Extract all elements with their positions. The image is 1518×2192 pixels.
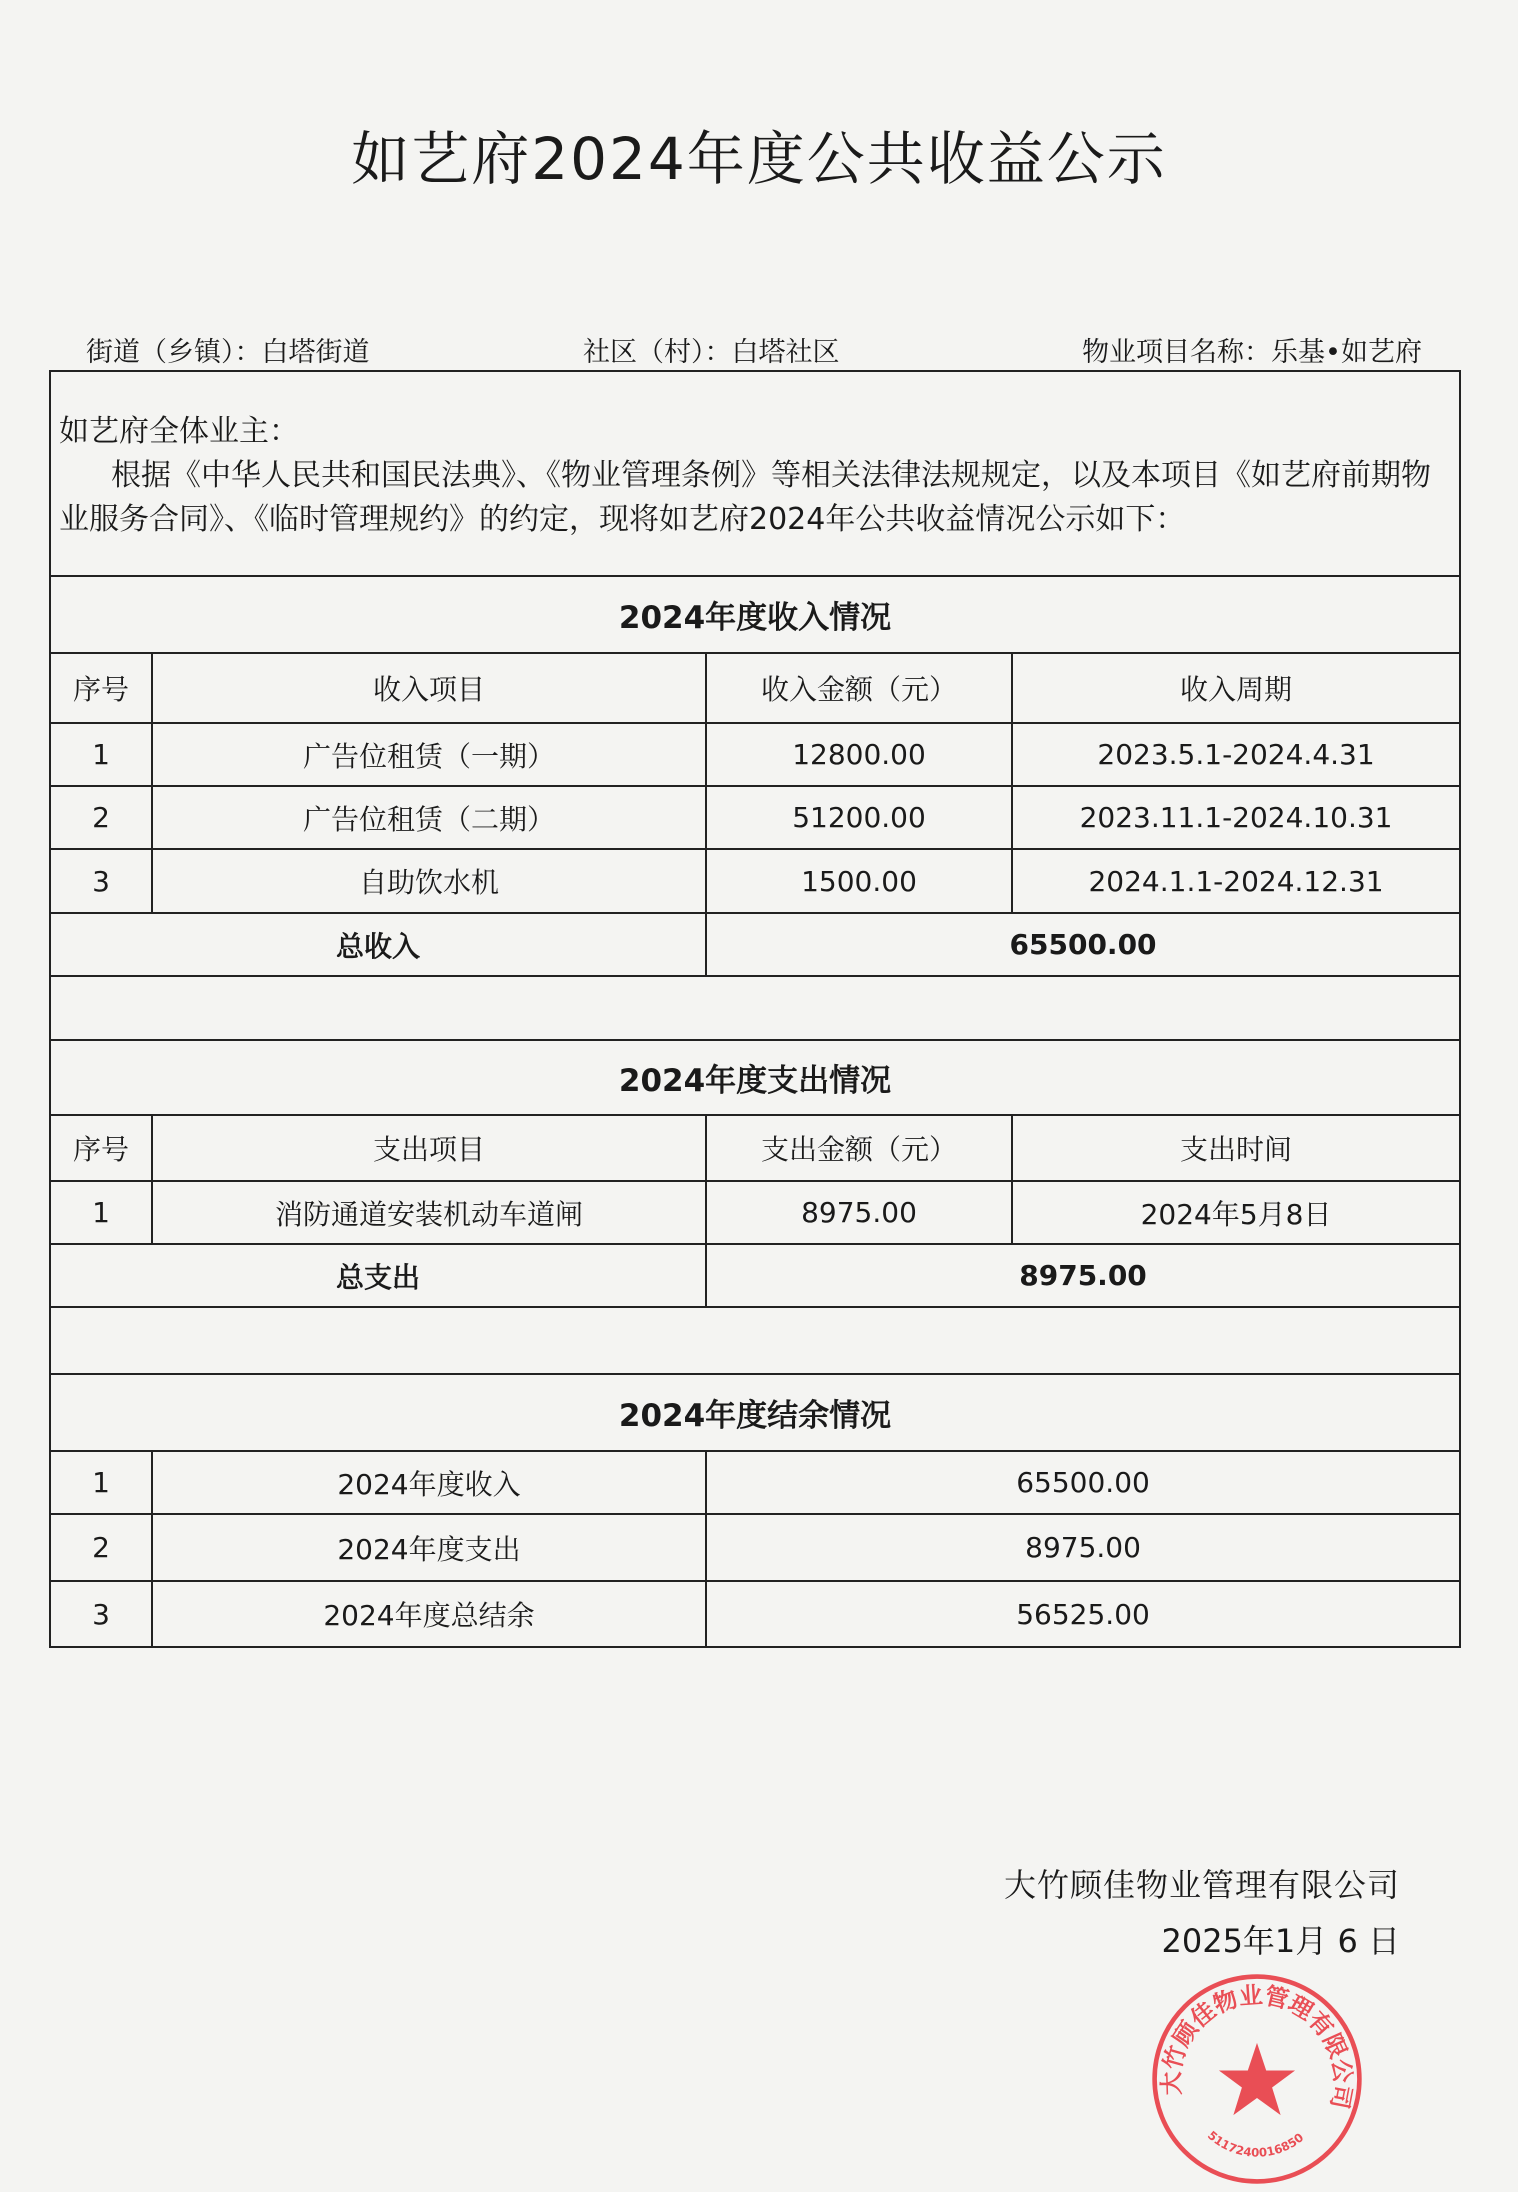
- cell: 2024年度收入: [152, 1451, 706, 1514]
- cell: 56525.00: [706, 1581, 1460, 1647]
- community-label: 社区（村）：白塔社区: [583, 337, 840, 368]
- table-row: [50, 786, 1460, 849]
- table-row: [50, 723, 1460, 786]
- cell: 自助饮水机: [152, 849, 706, 913]
- cell: 2024年度总结余: [152, 1581, 706, 1647]
- cell: 1: [50, 1181, 152, 1244]
- expense-heading: 2024年度支出情况: [50, 1040, 1460, 1115]
- cell: 2023.5.1-2024.4.31: [1012, 723, 1460, 786]
- income-total: 65500.00: [706, 913, 1460, 976]
- table-row: [50, 849, 1460, 913]
- expense-total: 8975.00: [706, 1244, 1460, 1307]
- table-row: [50, 1451, 1460, 1514]
- table-row: [50, 1514, 1460, 1581]
- col-header: 收入项目: [152, 653, 706, 723]
- cell: 12800.00: [706, 723, 1012, 786]
- cell: 广告位租赁（二期）: [152, 786, 706, 849]
- project-label: 物业项目名称：乐基•如艺府: [1082, 337, 1422, 368]
- cell: 3: [50, 1581, 152, 1647]
- col-header: 收入金额（元）: [706, 653, 1012, 723]
- disclosure-table: [49, 370, 1461, 1648]
- cell: 2024.1.1-2024.12.31: [1012, 849, 1460, 913]
- cell: 8975.00: [706, 1181, 1012, 1244]
- company-seal-stamp: [1150, 1972, 1364, 2186]
- intro-cell: [50, 371, 1460, 576]
- issue-date: 2025年1月 6 日: [1161, 1922, 1400, 1960]
- cell: 1: [50, 723, 152, 786]
- seal-code: 5117240016850: [1204, 2128, 1307, 2160]
- salutation: 如艺府全体业主：: [59, 414, 299, 449]
- cell: 3: [50, 849, 152, 913]
- table-row: [50, 1181, 1460, 1244]
- table-row: [50, 1581, 1460, 1647]
- col-header: 序号: [50, 1115, 152, 1181]
- cell: 广告位租赁（一期）: [152, 723, 706, 786]
- cell: 2024年5月8日: [1012, 1181, 1460, 1244]
- company-name: 大竹顾佳物业管理有限公司: [1003, 1866, 1400, 1904]
- col-header: 支出金额（元）: [706, 1115, 1012, 1181]
- income-total-label: 总收入: [50, 913, 706, 976]
- expense-total-label: 总支出: [50, 1244, 706, 1307]
- cell: 2023.11.1-2024.10.31: [1012, 786, 1460, 849]
- cell: 1: [50, 1451, 152, 1514]
- cell: 消防通道安装机动车道闸: [152, 1181, 706, 1244]
- col-header: 收入周期: [1012, 653, 1460, 723]
- cell: 2: [50, 1514, 152, 1581]
- intro-body: 根据《中华人民共和国民法典》、《物业管理条例》等相关法律法规规定，以及本项目《如艺府前期物业服务合同》、《临时管理规约》的约定，现将如艺府2024年公共收益情况公示如下：: [59, 458, 1431, 537]
- col-header: 序号: [50, 653, 152, 723]
- document-title: 如艺府2024年度公共收益公示: [351, 125, 1167, 193]
- col-header: 支出项目: [152, 1115, 706, 1181]
- spacer-row: [50, 976, 1460, 1040]
- cell: 2: [50, 786, 152, 849]
- col-header: 支出时间: [1012, 1115, 1460, 1181]
- cell: 2024年度支出: [152, 1514, 706, 1581]
- cell: 51200.00: [706, 786, 1012, 849]
- cell: 65500.00: [706, 1451, 1460, 1514]
- balance-heading: 2024年度结余情况: [50, 1374, 1460, 1451]
- seal-lettering: 大竹顾佳物业管理有限公司: [1157, 1980, 1358, 2112]
- cell: 8975.00: [706, 1514, 1460, 1581]
- street-label: 街道（乡镇）：白塔街道: [86, 337, 370, 368]
- income-heading: 2024年度收入情况: [50, 576, 1460, 653]
- spacer-row: [50, 1307, 1460, 1374]
- cell: 1500.00: [706, 849, 1012, 913]
- seal-star-icon: [1219, 2043, 1295, 2115]
